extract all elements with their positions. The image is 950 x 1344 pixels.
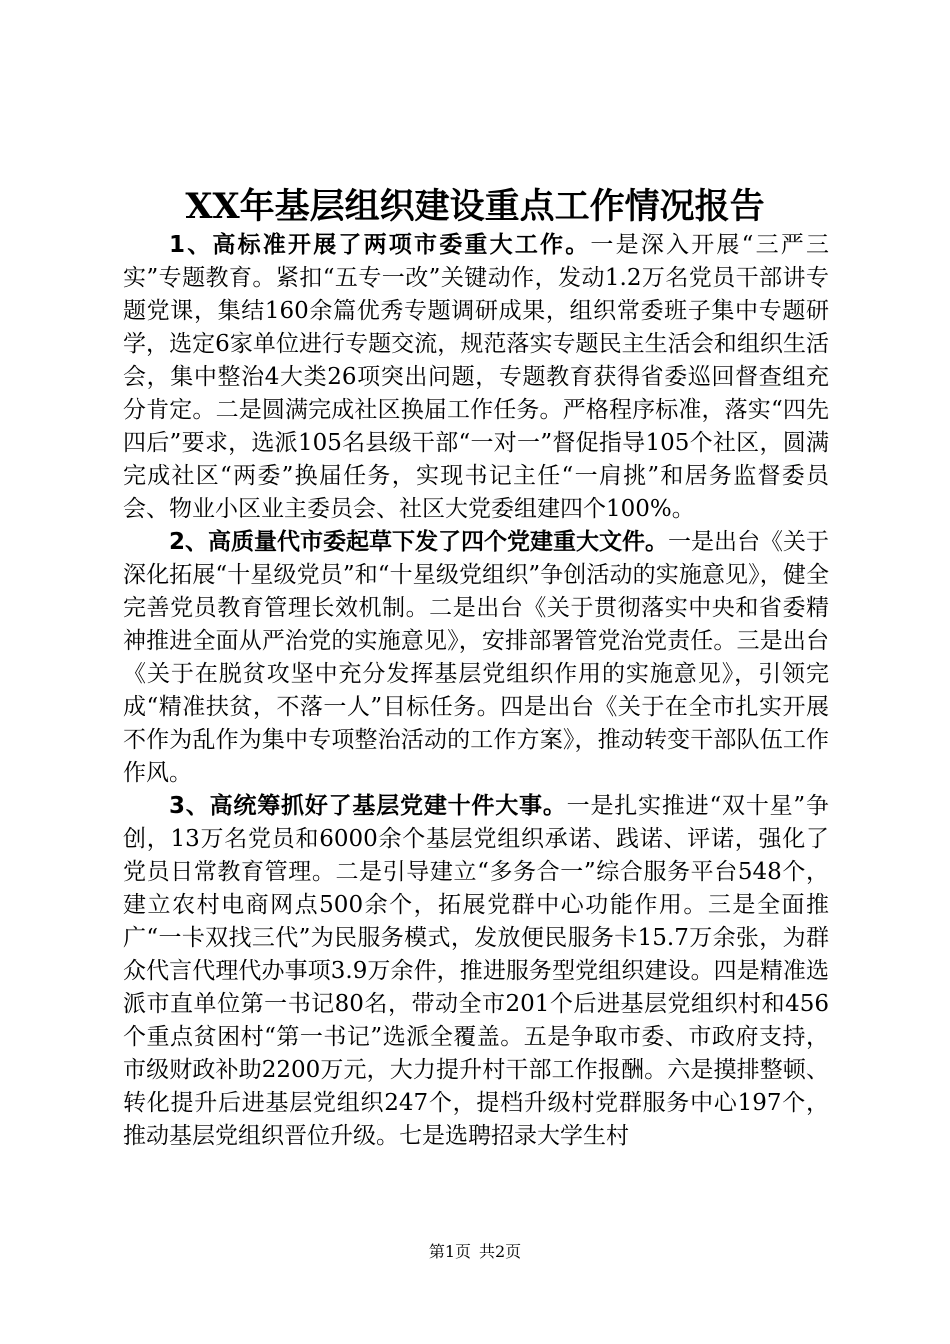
paragraph-3 xyxy=(123,790,829,1153)
paragraph-2-heading: 2、高质量代市委起草下发了四个党建重大文件。 xyxy=(169,529,669,555)
page-footer xyxy=(0,1241,950,1263)
paragraph-1-heading: 1、高标准开展了两项市委重大工作。 xyxy=(169,232,591,258)
document-title: XX年基层组织建设重点工作情况报告 xyxy=(185,186,765,227)
page-number-total: 共2页 xyxy=(479,1242,522,1261)
paragraph-1 xyxy=(123,229,829,526)
paragraph-2 xyxy=(123,526,829,790)
paragraph-3-text: 一是扎实推进“双十星”争创，13万名党员和6000余个基层党组织承诺、践诺、评诺，强化了党员日常教育管理。二是引导建立“多务合一”综合服务平台548个，建立农村电商网点500余个，拓展党群中心功能作用。三是全面推广“一卡双找三代”为民服务模式，发放便民服务卡15.7万余张，为群众代言代理代办事项3.9万余件，推进服务型党组织建设。四是精准选派市直单位第一书记80名，带动全市201个后进基层党组织村和456个重点贫困村“第一书记”选派全覆盖。五是争取市委、市政府支持，市级财政补助2200万元，大力提升村干部工作报酬。六是摸排整顿、转化提升后进基层党组织247个，提档升级村党群服务中心197个，推动基层党组织晋位升级。七是选聘招录大学生村 xyxy=(123,793,829,1149)
page-number-current: 第1页 xyxy=(428,1242,471,1261)
paragraph-2-text: 一是出台《关于深化拓展“十星级党员”和“十星级党组织”争创活动的实施意见》，健全完善党员教育管理长效机制。二是出台《关于贯彻落实中央和省委精神推进全面从严治党的实施意见》，安排部署管党治党责任。三是出台《关于在脱贫攻坚中充分发挥基层党组织作用的实施意见》，引领完成“精准扶贫，不落一人”目标任务。四是出台《关于在全市扎实开展不作为乱作为集中专项整治活动的工作方案》，推动转变干部队伍工作作风。 xyxy=(123,529,830,786)
document-body xyxy=(123,229,829,1153)
paragraph-3-heading: 3、高统筹抓好了基层党建十件大事。 xyxy=(169,793,567,819)
paragraph-1-text: 一是深入开展“三严三实”专题教育。紧扣“五专一改”关键动作，发动1.2万名党员干部讲专题党课，集结160余篇优秀专题调研成果，组织常委班子集中专题研学，选定6家单位进行专题交流，规范落实专题民主生活会和组织生活会，集中整治4大类26项突出问题，专题教育获得省委巡回督查组充分肯定。二是圆满完成社区换届工作任务。严格程序标准，落实“四先四后”要求，选派105名县级干部“一对一”督促指导105个社区，圆满完成社区“两委”换届任务，实现书记主任“一肩挑”和居务监督委员会、物业小区业主委员会、社区大党委组建四个100%。 xyxy=(123,232,829,522)
